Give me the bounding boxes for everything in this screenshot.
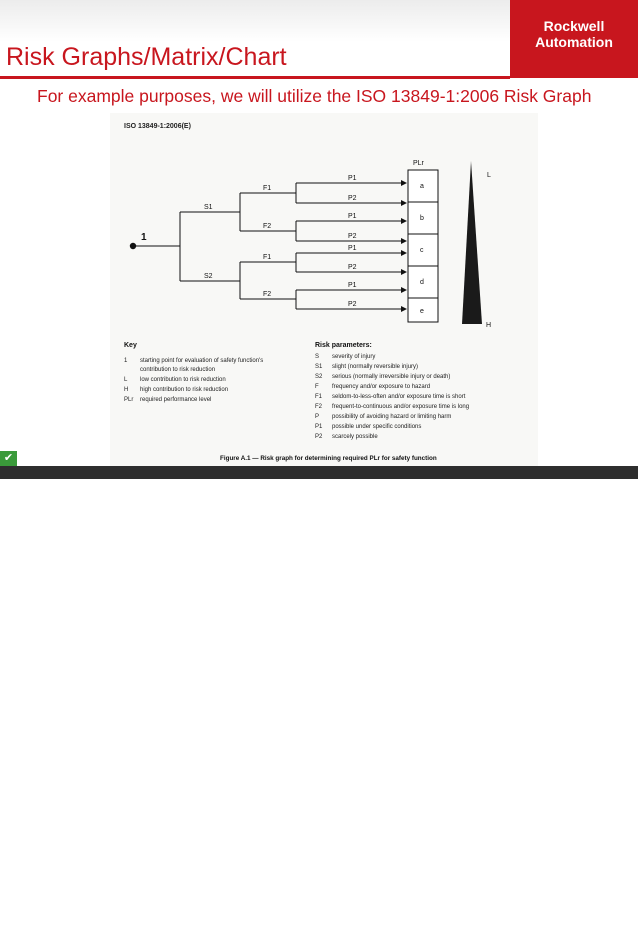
param-code: P2 [315, 434, 323, 440]
high-label: H [486, 322, 492, 329]
f-label: F1 [263, 185, 272, 192]
footer-bar [0, 466, 638, 941]
p-label: P1 [348, 175, 357, 182]
key-text: contribution to risk reduction [140, 367, 216, 373]
param-code: P [315, 414, 320, 420]
p-label: P2 [348, 264, 357, 271]
p-label: P1 [348, 282, 357, 289]
key-title: Key [124, 342, 137, 349]
key-text: required performance level [140, 397, 212, 403]
param-code: S1 [315, 364, 323, 370]
key-code: PLr [124, 397, 134, 403]
params-title: Risk parameters: [315, 342, 372, 349]
param-code: S2 [315, 374, 323, 380]
pl-level: e [420, 308, 424, 315]
pl-level: b [420, 215, 424, 222]
p-label: P2 [348, 233, 357, 240]
low-label: L [487, 172, 491, 179]
title-divider [0, 76, 510, 79]
s-label: S2 [204, 273, 213, 280]
pl-level: d [420, 279, 424, 286]
key-text: starting point for evaluation of safety function's [140, 358, 264, 364]
rockwell-logo [510, 0, 638, 78]
classification-label: PUBLIC INFORMATION [4, 934, 81, 941]
arrow-heads [401, 180, 407, 312]
s-label: S1 [204, 204, 213, 211]
key-list [124, 358, 263, 403]
risk-graph-figure [110, 113, 538, 467]
logo-line-1: Rockwell [543, 18, 605, 34]
param-text: slight (normally reversible injury) [332, 364, 419, 370]
param-text: serious (normally irreversible injury or death) [332, 374, 451, 380]
slide-title: Risk Graphs/Matrix/Chart [6, 43, 287, 71]
p-label: P2 [348, 195, 357, 202]
figure-header: ISO 13849-1:2006(E) [124, 123, 191, 130]
start-label: 1 [141, 232, 147, 243]
param-text: possible under specific conditions [332, 424, 422, 430]
risk-wedge [462, 161, 482, 324]
param-text: frequent-to-continuous and/or exposure time is long [332, 404, 470, 410]
checkmark-icon: ✔ [0, 451, 17, 466]
key-code: L [124, 377, 128, 383]
pl-level: a [420, 183, 424, 190]
page-number: 34 [622, 934, 630, 941]
slide-subtitle: For example purposes, we will utilize the ISO 13849-1:2006 Risk Graph [37, 86, 592, 106]
param-text: scarcely possible [332, 434, 378, 440]
f-label: F2 [263, 223, 272, 230]
key-text: high contribution to risk reduction [140, 387, 229, 393]
param-text: frequency and/or exposure to hazard [332, 384, 431, 390]
param-code: F [315, 384, 319, 390]
copyright-text: Copyright © 2014 Rockwell Automation, Inc. All Rights Reserved. [430, 935, 603, 941]
key-code: H [124, 387, 129, 393]
p-label: P1 [348, 213, 357, 220]
param-list [315, 354, 469, 440]
f-label: F2 [263, 291, 272, 298]
pl-boxes [408, 170, 438, 322]
f-label: F1 [263, 254, 272, 261]
param-text: seldom-to-less-often and/or exposure time is short [332, 394, 466, 400]
pl-header: PLr [413, 160, 424, 167]
key-text: low contribution to risk reduction [140, 377, 226, 383]
param-text: severity of injury [332, 354, 376, 360]
key-code: 1 [124, 358, 128, 364]
pl-level: c [420, 247, 424, 254]
p-label: P2 [348, 301, 357, 308]
param-code: P1 [315, 424, 323, 430]
logo-line-2: Automation [535, 34, 613, 50]
start-point [130, 243, 136, 249]
param-text: possibility of avoiding hazard or limiting harm [332, 414, 452, 420]
figure-caption: Figure A.1 — Risk graph for determining required PLr for safety function [220, 455, 437, 462]
p-label: P1 [348, 245, 357, 252]
param-code: F2 [315, 404, 323, 410]
param-code: S [315, 354, 320, 360]
param-code: F1 [315, 394, 323, 400]
